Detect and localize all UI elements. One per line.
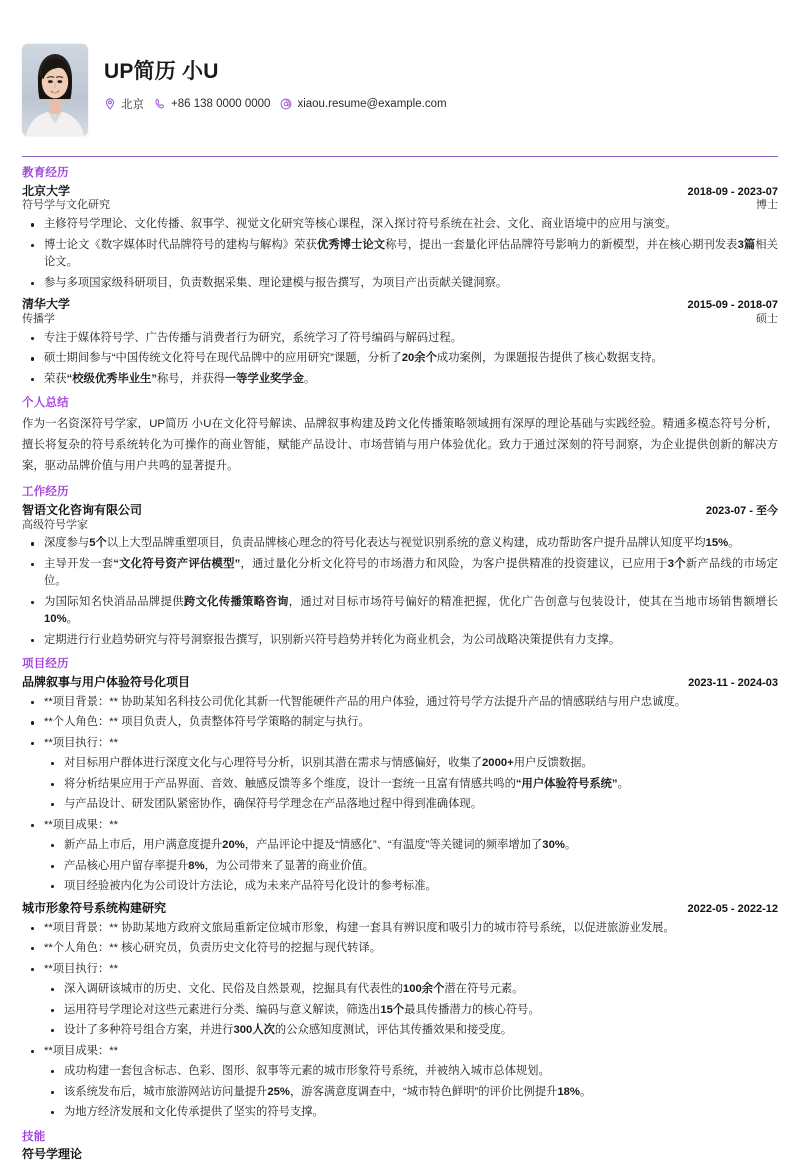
section-title-skills: 技能 <box>22 1130 46 1143</box>
section-title-work: 工作经历 <box>22 486 69 499</box>
sub-bullet-item: 运用符号学理论对这些元素进行分类、编码与意义解读，筛选出15个最具传播潜力的核心符号。 <box>44 1002 778 1020</box>
entry-subheader <box>22 312 778 327</box>
section-education <box>22 166 778 388</box>
section-title-projects: 项目经历 <box>22 658 69 671</box>
section-title-education: 教育经历 <box>22 167 69 179</box>
entry-role: 符号学与文化研究 <box>22 199 110 212</box>
header-divider <box>22 156 778 157</box>
sub-bullet-item: 将分析结果应用于产品界面、音效、触感反馈等多个维度，设计一套统一且富有情感共鸣的“用户体验符号系统”。 <box>44 776 778 794</box>
entry-subheader <box>22 198 778 213</box>
contact-email <box>280 98 446 110</box>
entry-bullet-list <box>22 330 778 389</box>
sub-bullet-list <box>44 981 778 1040</box>
bullet-item: 定期进行行业趋势研究与符号洞察报告撰写，识别新兴符号趋势并转化为商业机会，为公司战略决策提供有力支撑。 <box>22 632 778 650</box>
sub-bullet-list <box>44 837 778 896</box>
entry-bullet-list <box>22 694 778 896</box>
contact-row <box>104 96 778 112</box>
entry-organization: 城市形象符号系统构建研究 <box>22 900 167 915</box>
section-skills <box>22 1130 778 1162</box>
resume-entry <box>22 296 778 388</box>
bullet-item: 专注于媒体符号学、广告传播与消费者行为研究，系统学习了符号编码与解码过程。 <box>22 330 778 348</box>
bullet-item: 主导开发一套“文化符号资产评估模型”，通过量化分析文化符号的市场潜力和风险，为客户提供精准的投资建议，已应用于3个新产品线的市场定位。 <box>22 556 778 591</box>
sub-bullet-item: 与产品设计、研发团队紧密协作，确保符号学理念在产品落地过程中得到准确体现。 <box>44 796 778 814</box>
sub-bullet-item: 对目标用户群体进行深度文化与心理符号分析，识别其潜在需求与情感偏好，收集了2000+用户反馈数据。 <box>44 755 778 773</box>
entry-subheader <box>22 518 778 533</box>
bullet-item: 主修符号学理论、文化传播、叙事学、视觉文化研究等核心课程，深入探讨符号系统在社会、文化、商业语境中的应用与演变。 <box>22 216 778 234</box>
resume-entry <box>22 900 778 1122</box>
contact-phone <box>154 98 270 110</box>
bullet-item: 深度参与5个以上大型品牌重塑项目，负责品牌核心理念的符号化表达与视觉识别系统的意义构建，成功帮助客户提升品牌认知度平均15%。 <box>22 535 778 553</box>
sub-bullet-item: 产品核心用户留存率提升8%，为公司带来了显著的商业价值。 <box>44 858 778 876</box>
entry-organization: 北京大学 <box>22 183 71 198</box>
entry-date-range: 2015-09 - 2018-07 <box>687 299 778 312</box>
sub-bullet-item: 为地方经济发展和文化传承提供了坚实的符号支撑。 <box>44 1104 778 1122</box>
section-projects <box>22 657 778 1121</box>
entry-bullet-list <box>22 535 778 649</box>
resume-entry <box>22 183 778 293</box>
contact-location <box>104 96 144 112</box>
entry-role: 传播学 <box>22 313 55 326</box>
resume-entry <box>22 674 778 896</box>
resume-entry <box>22 502 778 650</box>
bullet-item: **项目执行：** 对目标用户群体进行深度文化与心理符号分析，识别其潜在需求与情感偏好，收集了2000+用户反馈数据。 将分析结果应用于产品界面、音效、触感反馈等多个维度，设计一套统一且富有情感共鸣的“用户体验符号系统”。 与产品设计、研发团队紧密协作，确保符号学理念在产品落地过程中得到准确体现。 <box>22 735 778 814</box>
sub-bullet-item: 该系统发布后，城市旅游网站访问量提升25%，游客满意度调查中，“城市特色鲜明”的评价比例提升18%。 <box>44 1084 778 1102</box>
sub-bullet-list <box>44 755 778 814</box>
section-work <box>22 485 778 649</box>
bullet-item: 参与多项国家级科研项目，负责数据采集、理论建模与报告撰写，为项目产出贡献关键洞察。 <box>22 275 778 293</box>
bullet-item: **个人角色：** 项目负责人，负责整体符号学策略的制定与执行。 <box>22 714 778 732</box>
entry-degree: 硕士 <box>756 313 778 326</box>
entry-header <box>22 502 778 519</box>
entry-header <box>22 674 778 691</box>
phone-icon <box>154 98 166 110</box>
sub-bullet-list <box>44 1063 778 1122</box>
section-summary <box>22 396 778 477</box>
entry-date-range: 2018-09 - 2023-07 <box>687 185 778 198</box>
bullet-item: **个人角色：** 核心研究员，负责历史文化符号的挖掘与现代转译。 <box>22 940 778 958</box>
bullet-item: 荣获“校级优秀毕业生”称号，并获得一等学业奖学金。 <box>22 371 778 389</box>
bullet-item: **项目执行：** 深入调研该城市的历史、文化、民俗及自然景观，挖掘具有代表性的100余个潜在符号元素。 运用符号学理论对这些元素进行分类、编码与意义解读，筛选出15个最具传播潜力的核心符号。 设计了多种符号组合方案，并进行300人次的公众感知度测试，评估其传播效果和接受度。 <box>22 961 778 1040</box>
bullet-item: 博士论文《数字媒体时代品牌符号的建构与解构》荣获优秀博士论文称号，提出一套量化评估品牌符号影响力的新模型，并在核心期刊发表3篇相关论文。 <box>22 237 778 272</box>
avatar <box>22 44 88 136</box>
resume-body <box>22 166 778 1162</box>
entry-header <box>22 183 778 200</box>
location-pin-icon <box>104 98 116 110</box>
bullet-item: **项目背景：** 协助某地方政府文旅局重新定位城市形象，构建一套具有辨识度和吸引力的城市符号系统，以促进旅游业发展。 <box>22 920 778 938</box>
sub-bullet-item: 设计了多种符号组合方案，并进行300人次的公众感知度测试，评估其传播效果和接受度。 <box>44 1022 778 1040</box>
entry-header <box>22 296 778 313</box>
contact-email-text: xiaou.resume@example.com <box>297 98 447 111</box>
sub-bullet-item: 新产品上市后，用户满意度提升20%，产品评论中提及“情感化”、“有温度”等关键词的频率增加了30%。 <box>44 837 778 855</box>
bullet-item: **项目成果：** 成功构建一套包含标志、色彩、图形、叙事等元素的城市形象符号系统，并被纳入城市总体规划。 该系统发布后，城市旅游网站访问量提升25%，游客满意度调查中，“城市特色鲜明”的评价比例提升18%。 为地方经济发展和文化传承提供了坚实的符号支撑。 <box>22 1043 778 1122</box>
entry-organization: 品牌叙事与用户体验符号化项目 <box>22 674 191 689</box>
entry-header <box>22 900 778 917</box>
sub-bullet-item: 成功构建一套包含标志、色彩、图形、叙事等元素的城市形象符号系统，并被纳入城市总体规划。 <box>44 1063 778 1081</box>
bullet-item: 硕士期间参与“中国传统文化符号在现代品牌中的应用研究”课题，分析了20余个成功案例，为课题报告提供了核心数据支持。 <box>22 350 778 368</box>
entry-bullet-list <box>22 920 778 1122</box>
resume-header <box>22 44 778 146</box>
contact-phone-text: +86 138 0000 0000 <box>171 98 271 111</box>
bullet-item: **项目背景：** 协助某知名科技公司优化其新一代智能硬件产品的用户体验，通过符号学方法提升产品的情感联结与用户忠诚度。 <box>22 694 778 712</box>
header-meta <box>104 44 778 112</box>
entry-bullet-list <box>22 216 778 292</box>
entry-date-range: 2022-05 - 2022-12 <box>687 902 778 915</box>
person-name: UP简历 小U <box>104 60 219 83</box>
sub-bullet-item: 深入调研该城市的历史、文化、民俗及自然景观，挖掘具有代表性的100余个潜在符号元素。 <box>44 981 778 999</box>
entry-date-range: 2023-07 - 至今 <box>705 504 778 517</box>
email-icon <box>280 98 292 110</box>
sub-bullet-item: 项目经验被内化为公司设计方法论，成为未来产品符号化设计的参考标准。 <box>44 878 778 896</box>
bullet-item: 为国际知名快消品品牌提供跨文化传播策略咨询，通过对目标市场符号偏好的精准把握，优化广告创意与包装设计，使其在当地市场销售额增长10%。 <box>22 594 778 629</box>
entry-role: 高级符号学家 <box>22 518 88 531</box>
contact-location-text: 北京 <box>121 99 144 112</box>
bullet-item: **项目成果：** 新产品上市后，用户满意度提升20%，产品评论中提及“情感化”、“有温度”等关键词的频率增加了30%。 产品核心用户留存率提升8%，为公司带来了显著的商业价值。 项目经验被内化为公司设计方法论，成为未来产品符号化设计的参考标准。 <box>22 817 778 896</box>
section-title-summary: 个人总结 <box>22 397 69 410</box>
entry-organization: 清华大学 <box>22 297 71 312</box>
summary-paragraph: 作为一名资深符号学家，UP简历 小U在文化符号解读、品牌叙事构建及跨文化传播策略领域拥有深厚的理论基础与实践经验。精通多模态符号分析，擅长将复杂的符号系统转化为可操作的商业智能，赋能产品设计、市场营销与用户体验优化。致力于通过深刻的符号洞察，为企业提供创新的解决方案，驱动品牌价值与用户共鸣的显著提升。 <box>22 417 778 473</box>
skill-name: 符号学理论 <box>22 1147 83 1162</box>
entry-date-range: 2023-11 - 2024-03 <box>688 676 778 689</box>
entry-degree: 博士 <box>756 199 778 212</box>
entry-organization: 智语文化咨询有限公司 <box>22 502 143 517</box>
